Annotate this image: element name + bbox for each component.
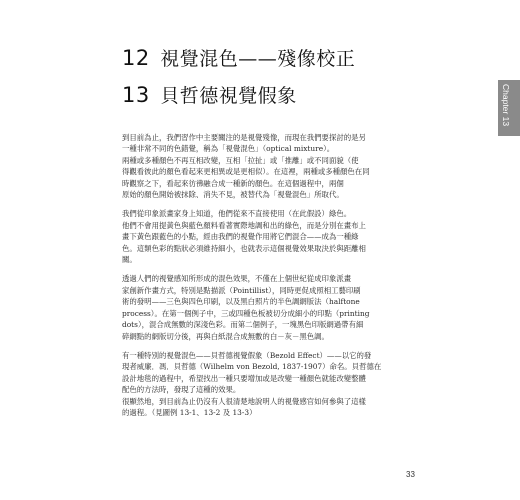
text-line: 術的發明——三色與四色印刷，以及黑白照片的半色調網版法（halftone: [122, 297, 360, 307]
paragraph-4: [122, 350, 422, 418]
paragraph-2: [122, 208, 422, 265]
chapter-13-title: 貝哲德視覺假象: [160, 85, 297, 107]
text-line: 的過程。（見圖例 13-1、13-2 及 13-3）: [122, 407, 257, 417]
text-line: 一種非常不同的色錯覺，稱為「視覺混色」（optical mixture）。: [122, 144, 335, 154]
chapter-side-tab: [498, 80, 520, 136]
chapter-12-number: 12: [122, 46, 150, 70]
text-line: 關。: [122, 255, 137, 265]
text-line: 兩種或多種顏色不再互相改變，互相「拉扯」或「推離」或不同面貌（使: [122, 155, 359, 165]
text-line: 透過人們的視覺感知所形成的混色效果，不僅在上個世紀從成印象派畫: [122, 274, 352, 284]
text-line: 他們不會用提黃色與藍色顏料看著實際地調和出的綠色，而是分別在畫布上: [122, 220, 366, 230]
text-line: 設計地毯的過程中，希望找出一種只要增加或是改變一種顏色就能改變整體: [122, 373, 366, 383]
chapter-12-heading: [122, 44, 355, 71]
text-line: 很顯然地，到目前為止仍沒有人很清楚地說明人的視覺感官如何參與了這樣: [122, 396, 366, 406]
text-line: 碎網點的網版切分後，再與白紙混合成無數的白－灰－黑色調。: [122, 331, 329, 341]
chapter-13-heading: [122, 81, 297, 108]
text-line: 我們從印象派畫家身上知道，他們從來不直接使用（在此假設）綠色。: [122, 209, 352, 219]
text-line: 色。這類色彩的點狀必須維持細小，也就表示這個視覺效果取決於與距離相: [122, 243, 366, 253]
text-line: 現者威廉．馮．貝哲德（Wilhelm von Bezold, 1837-1907）命名。貝哲德在: [122, 362, 382, 372]
text-line: 配色的方法時，發現了這種的效果。: [122, 385, 241, 395]
text-line: 有一種特別的視覺混色——貝哲德視覺假象（Bezold Effect）——以它的發: [122, 350, 372, 360]
text-line: 畫下黃色跟藍色的小點，經由我們的視覺作用將它們混合——成為一種綠: [122, 232, 359, 242]
chapter-13-number: 13: [122, 83, 150, 107]
page-number: 33: [406, 470, 415, 479]
paragraph-1: [122, 132, 422, 200]
text-line: 原始的顏色開始被抹除、消失不見，被替代為「視覺混色」所取代。: [122, 190, 344, 200]
chapter-12-title: 視覺混色——殘像校正: [160, 48, 356, 70]
text-line: 時觀察之下，看起來彷彿融合成一種新的顏色。在這個過程中，兩個: [122, 178, 344, 188]
text-line: 家創新作畫方式，特別是點描派（Pointillist），同時更促成照相工藝印刷: [122, 285, 361, 295]
text-line: 到目前為止，我們習作中主要關注的是視覺殘像，而現在我們要探討的是另: [122, 133, 366, 142]
paragraph-3: [122, 273, 422, 341]
text-line: 得觀看彼此的顏色看起來更相異或是更相似）。在這裡，兩種或多種顏色在同: [122, 167, 370, 177]
text-line: dots），混合成無數的深淺色彩。而第二個例子，一塊黑色印版網過帶有細: [122, 320, 364, 330]
chapter-side-tab-label: Chapter 13: [501, 84, 511, 127]
body-text: [122, 132, 422, 426]
text-line: process）。在第一個例子中，三或四種色板被切分成細小的印點（printing: [122, 308, 370, 318]
